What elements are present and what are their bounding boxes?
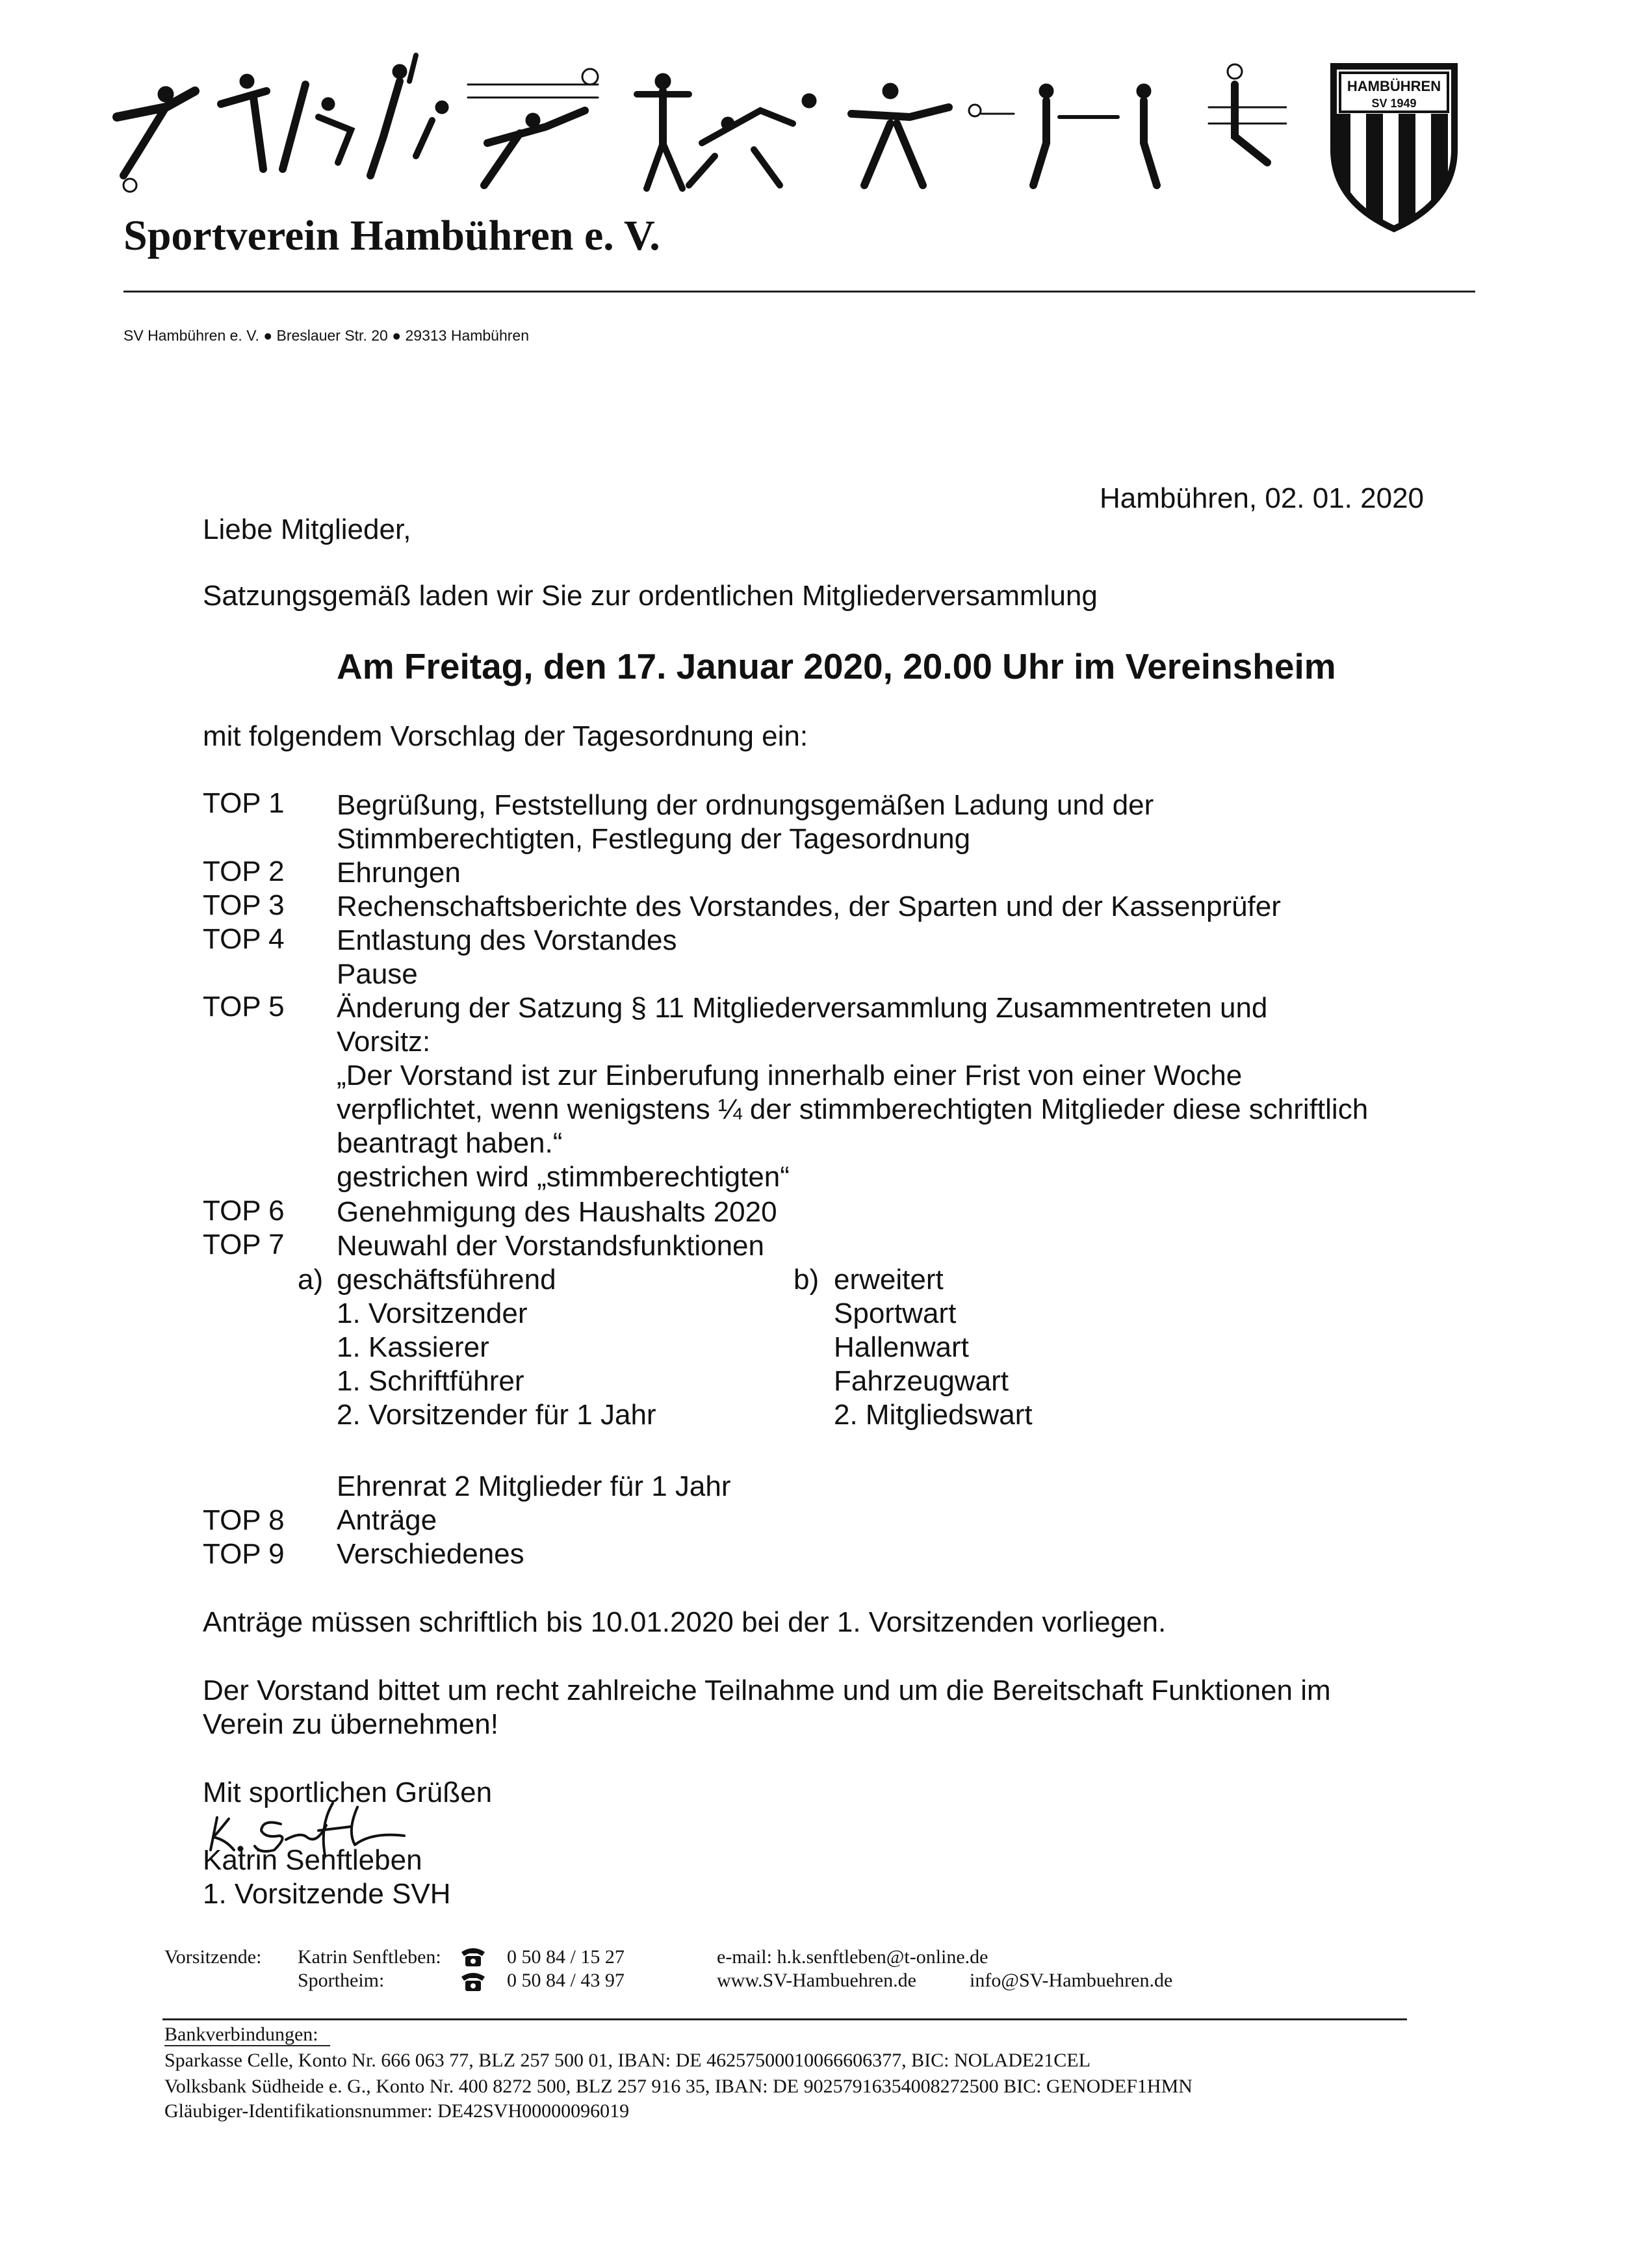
top7-group-a-item: 1. Schriftführer [337,1365,524,1397]
top7-group-b-item: Sportwart [834,1297,957,1329]
bank-heading-underline [164,2045,330,2046]
bank-line-1: Sparkasse Celle, Konto Nr. 666 063 77, BLZ 257 500 01, IBAN: DE 46257500010066606377, BIC: NOLADE21CEL [164,2050,1091,2071]
bank-line-2: Volksbank Südheide e. G., Konto Nr. 400 8272 500, BLZ 257 916 35, IBAN: DE 90257916354008272500 BIC: GENODEF1HMN [164,2076,1193,2097]
closing-line-1: Der Vorstand bittet um recht zahlreiche Teilnahme und um die Bereitschaft Funktionen im [203,1675,1331,1706]
top7-group-a-item: 1. Vorsitzender [337,1297,528,1329]
agenda-label-top7: TOP 7 [203,1229,285,1260]
top7-group-b-label: b) [794,1264,820,1296]
greeting: Mit sportlichen Grüßen [203,1777,493,1808]
salutation: Liebe Mitglieder, [203,514,411,545]
agenda-label-top3: TOP 3 [203,889,285,921]
footer-website-link[interactable]: www.SV-Hambuehren.de [717,1970,916,1991]
crest-year-text: SV 1949 [1371,97,1417,110]
footer-home-phone: 0 50 84 / 43 97 [507,1970,625,1991]
agenda-label-top1: TOP 1 [203,787,285,819]
agenda-top5-quote3: beantragt haben.“ [337,1127,563,1159]
bank-heading: Bankverbindungen: [164,2024,318,2045]
meeting-headline: Am Freitag, den 17. Januar 2020, 20.00 Uhr im Vereinsheim [337,646,1336,686]
agenda-top4-text: Entlastung des Vorstandes [337,924,677,956]
header-divider [123,291,1475,293]
agenda-label-top6: TOP 6 [203,1195,285,1227]
top7-group-b-item: 2. Mitgliedswart [834,1399,1033,1431]
agenda-top1-line2: Stimmberechtigten, Festlegung der Tagesordnung [337,823,971,855]
agenda-top5-line2: Vorsitz: [337,1026,431,1058]
agenda-top1-line1: Begrüßung, Feststellung der ordnungsgemäßen Ladung und der [337,789,1154,821]
letter-date: Hambühren, 02. 01. 2020 [1100,482,1425,514]
agenda-label-top2: TOP 2 [203,855,285,887]
agenda-label-top4: TOP 4 [203,923,285,955]
top7-group-b-item: Hallenwart [834,1331,969,1363]
signer-role: 1. Vorsitzende SVH [203,1878,451,1910]
footer-divider [162,2018,1407,2020]
agenda-label-top5: TOP 5 [203,991,285,1023]
agenda-label-top8: TOP 8 [203,1504,285,1536]
top7-group-b-item: Fahrzeugwart [834,1365,1009,1397]
footer-info-email[interactable]: info@SV-Hambuehren.de [970,1970,1173,1991]
top7-group-a-label: a) [298,1264,324,1296]
intro-text-2: mit folgendem Vorschlag der Tagesordnung ein: [203,720,808,752]
agenda-top8-text: Anträge [337,1504,437,1536]
footer-home-label: Sportheim: [298,1970,385,1991]
phone-icon [459,1946,487,1968]
agenda-pause: Pause [337,958,418,990]
agenda-label-top9: TOP 9 [203,1538,285,1570]
top7-group-a-item: 1. Kassierer [337,1331,489,1363]
agenda-top5-note: gestrichen wird „stimmberechtigten“ [337,1161,790,1193]
sports-pictograms-banner [104,46,1287,208]
agenda-top9-text: Verschiedenes [337,1538,524,1570]
footer-chair-label: Vorsitzende: [164,1946,262,1968]
club-crest-icon [1326,59,1462,234]
agenda-top5-line1: Änderung der Satzung § 11 Mitgliederversammlung Zusammentreten und [337,992,1268,1024]
agenda-top3-text: Rechenschaftsberichte des Vorstandes, der Sparten und der Kassenprüfer [337,891,1281,922]
top7-group-b-heading: erweitert [834,1264,944,1296]
signer-name: Katrin Senftleben [203,1844,422,1876]
agenda-top5-quote1: „Der Vorstand ist zur Einberufung innerhalb einer Frist von einer Woche [337,1060,1243,1091]
phone-icon [459,1970,487,1992]
agenda-top7-text: Neuwahl der Vorstandsfunktionen [337,1230,764,1262]
agenda-top6-text: Genehmigung des Haushalts 2020 [337,1196,777,1228]
closing-line-2: Verein zu übernehmen! [203,1708,498,1740]
crest-top-text: HAMBÜHREN [1347,78,1441,94]
intro-text: Satzungsgemäß laden wir Sie zur ordentlichen Mitgliederversammlung [203,580,1098,612]
footer-chair-name: Katrin Senftleben: [298,1946,441,1968]
sender-address-line: SV Hambühren e. V. ● Breslauer Str. 20 ● 29313 Hambühren [123,327,530,344]
top7-group-a-item: 2. Vorsitzender für 1 Jahr [337,1399,656,1431]
top7-group-a-heading: geschäftsführend [337,1264,556,1296]
footer-email[interactable]: e-mail: h.k.senftleben@t-online.de [717,1946,988,1968]
agenda-top5-quote2: verpflichtet, wenn wenigstens ¼ der stimmberechtigten Mitglieder diese schriftlich [337,1093,1369,1125]
deadline-text: Anträge müssen schriftlich bis 10.01.2020 bei der 1. Vorsitzenden vorliegen. [203,1606,1167,1638]
agenda-top2-text: Ehrungen [337,857,461,889]
creditor-id: Gläubiger-Identifikationsnummer: DE42SVH00000096019 [164,2100,630,2122]
footer-chair-phone: 0 50 84 / 15 27 [507,1946,625,1968]
organization-name: Sportverein Hambühren e. V. [123,212,660,259]
agenda-ehrenrat: Ehrenrat 2 Mitglieder für 1 Jahr [337,1470,731,1502]
